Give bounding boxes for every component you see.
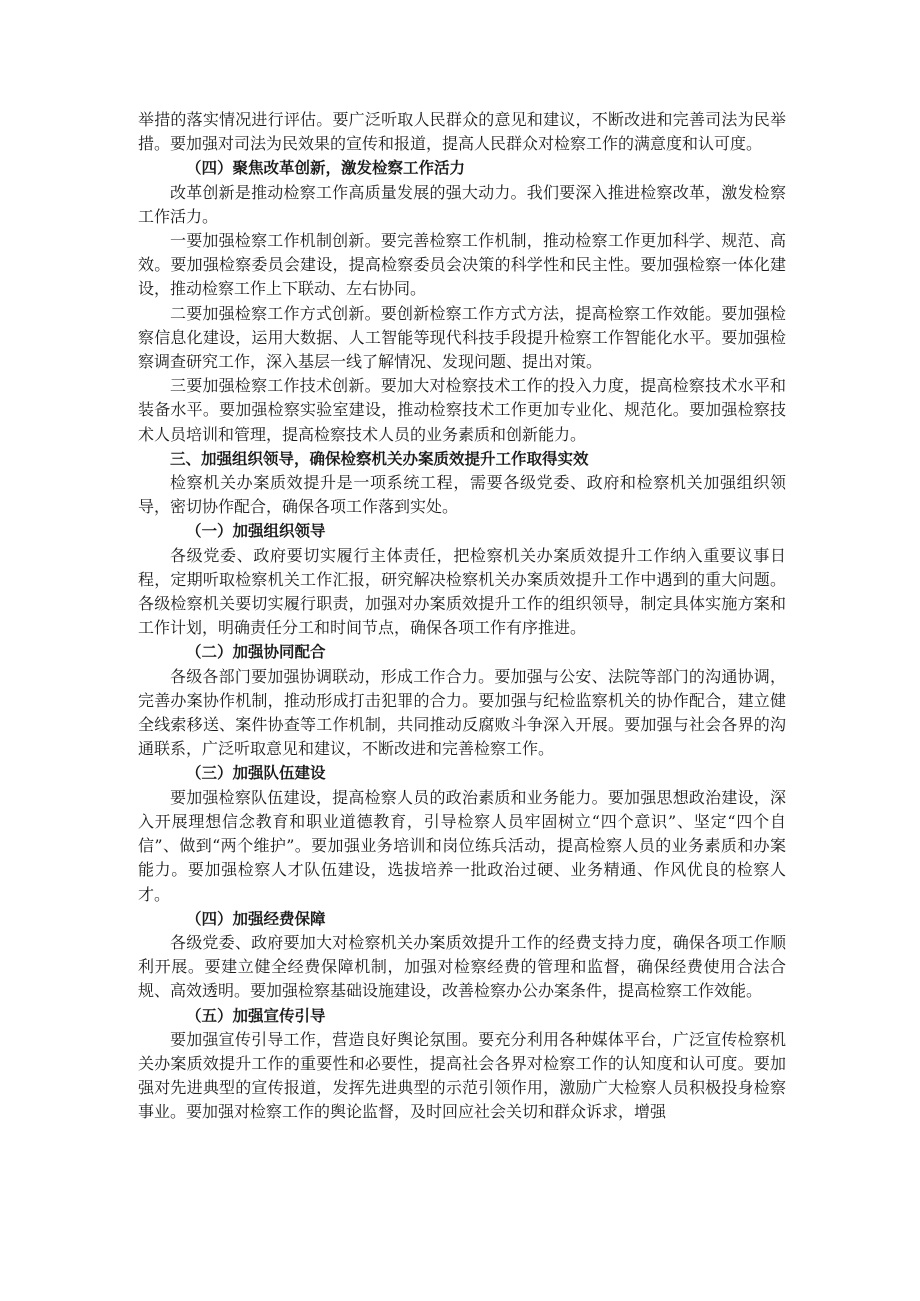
section-heading: （四）加强经费保障 <box>186 909 326 928</box>
section-heading: （二）加强协同配合 <box>186 643 326 662</box>
paragraph: 三要加强检察工作技术创新。要加大对检察技术工作的投入力度，提高检察技术水平和装备水平。要加强检察实验室建设，推动检察技术工作更加专业化、规范化。要加强检察技术人员培训和管理，提高检察技术人员的业务素质和创新能力。 <box>138 376 786 444</box>
paragraph: 各级党委、政府要切实履行主体责任，把检察机关办案质效提升工作纳入重要议事日程，定期听取检察机关工作汇报，研究解决检察机关办案质效提升工作中遇到的重大问题。各级检察机关要切实履行职责，加强对办案质效提升工作的组织领导，制定具体实施方案和工作计划，明确责任分工和时间节点，确保各项工作有序推进。 <box>138 545 786 638</box>
paragraph: 二要加强检察工作方式创新。要创新检察工作方式方法，提高检察工作效能。要加强检察信息化建设，运用大数据、人工智能等现代科技手段提升检察工作智能化水平。要加强检察调查研究工作，深入基层一线了解情况、发现问题、提出对策。 <box>138 303 786 372</box>
section-heading: （四）聚焦改革创新，激发检察工作活力 <box>186 159 466 178</box>
paragraph: 改革创新是推动检察工作高质量发展的强大动力。我们要深入推进检察改革，激发检察工作活力。 <box>138 182 786 226</box>
section-heading: （五）加强宣传引导 <box>186 1006 326 1025</box>
paragraph: 检察机关办案质效提升是一项系统工程，需要各级党委、政府和检察机关加强组织领导，密切协作配合，确保各项工作落到实处。 <box>138 473 786 517</box>
paragraph: 要加强宣传引导工作，营造良好舆论氛围。要充分利用各种媒体平台，广泛宣传检察机关办案质效提升工作的重要性和必要性，提高社会各界对检察工作的认知度和认可度。要加强对先进典型的宣传报道，发挥先进典型的示范引领作用，激励广大检察人员积极投身检察事业。要加强对检察工作的舆论监督，及时回应社会关切和群众诉求，增强 <box>138 1029 786 1122</box>
chapter-heading: 三、加强组织领导，确保检察机关办案质效提升工作取得实效 <box>170 449 589 468</box>
paragraph: 各级各部门要加强协调联动，形成工作合力。要加强与公安、法院等部门的沟通协调，完善办案协作机制，推动形成打击犯罪的合力。要加强与纪检监察机关的协作配合，建立健全线索移送、案件协查等工作机制，共同推动反腐败斗争深入开展。要加强与社会各界的沟通联系，广泛听取意见和建议，不断改进和完善检察工作。 <box>138 666 786 759</box>
section-heading: （一）加强组织领导 <box>186 522 326 541</box>
document-page <box>138 108 786 1125</box>
paragraph: 各级党委、政府要加大对检察机关办案质效提升工作的经费支持力度，确保各项工作顺利开展。要建立健全经费保障机制，加强对检察经费的管理和监督，确保经费使用合法合规、高效透明。要加强检察基础设施建设，改善检察办公办案条件，提高检察工作效能。 <box>138 932 786 1001</box>
section-heading: （三）加强队伍建设 <box>186 764 326 783</box>
paragraph: 一要加强检察工作机制创新。要完善检察工作机制，推动检察工作更加科学、规范、高效。要加强检察委员会建设，提高检察委员会决策的科学性和民主性。要加强检察一体化建设，推动检察工作上下联动、左右协同。 <box>138 231 786 299</box>
paragraph: 举措的落实情况进行评估。要广泛听取人民群众的意见和建议，不断改进和完善司法为民举措。要加强对司法为民效果的宣传和报道，提高人民群众对检察工作的满意度和认可度。 <box>138 110 786 154</box>
paragraph: 要加强检察队伍建设，提高检察人员的政治素质和业务能力。要加强思想政治建设，深入开展理想信念教育和职业道德教育，引导检察人员牢固树立“四个意识”、坚定“四个自信”、做到“两个维护”。要加强业务培训和岗位练兵活动，提高检察人员的业务素质和办案能力。要加强检察人才队伍建设，选拔培养一批政治过硬、业务精通、作风优良的检察人才。 <box>138 787 786 904</box>
